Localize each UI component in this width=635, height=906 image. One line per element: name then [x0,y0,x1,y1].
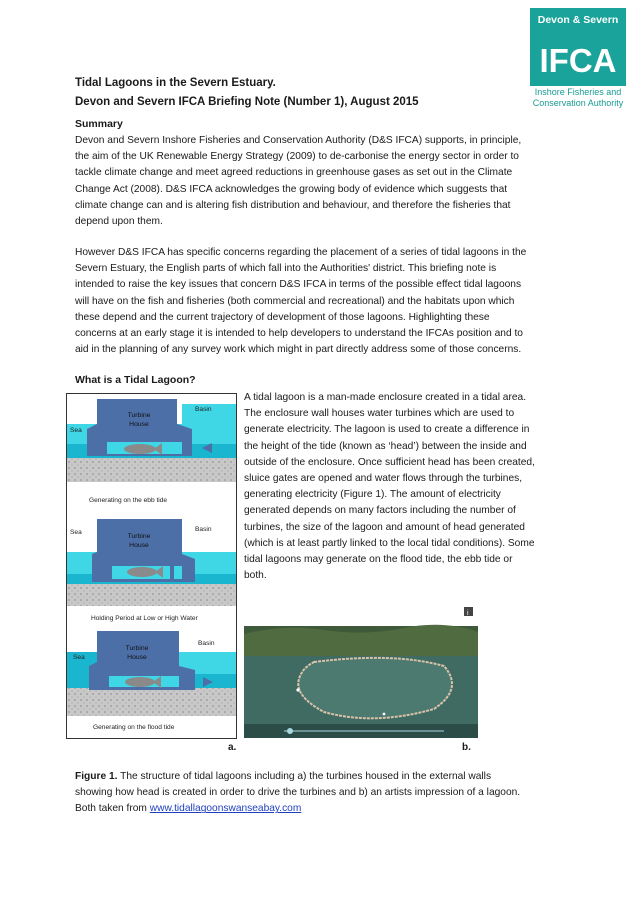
text-line: tackle climate change and meet agreed reductions in greenhouse gases as set out in the Climate [75,167,513,179]
turbine-label: Turbine [125,645,149,652]
text-line: aid in the planning of any survey work which might in part directly address some of those concerns. [75,344,522,356]
figure-caption [75,769,575,818]
document-subtitle: Devon and Severn IFCA Briefing Note (Number 1), August 2015 [75,96,419,108]
svg-text:i: i [467,610,469,617]
caption-line: showing how head is created in order to drive the turbines and b) an artists impression of a lagoon. [75,787,521,799]
logo-top-banner: Devon & Severn [530,8,626,32]
figure-b-artist-impression [244,604,478,738]
basin-label: Basin [195,406,212,413]
diagram-panel-ebb [67,394,236,506]
house-label: House [129,421,149,428]
turbine-label: Turbine [127,412,151,419]
turbine-label: Turbine [127,533,151,540]
lagoon-paragraph [244,390,564,584]
text-line: the height of the tide (known as ‘head’) between the inside and [244,440,527,452]
text-line: Change Act (2008). D&S IFCA acknowledges the growing body of evidence which suggests that [75,183,508,195]
text-line: concerns at an early stage it is intended to help developers to understand the IFCAs position and to [75,328,523,340]
house-label: House [129,542,149,549]
concerns-paragraph [75,245,555,358]
summary-heading: Summary [75,118,123,130]
text-line: climate change can and is altering fish distribution and behaviour, and therefore the fisheries that [75,199,511,211]
text-line: tidal lagoons may generate on the flood tide, the ebb tide or [244,554,513,566]
panel-caption: Generating on the flood tide [93,724,175,731]
text-line: will have on the fish and fisheries (both commercial and recreational) and the habitats upon which [75,295,515,307]
logo-subtitle-line2: Conservation Authority [532,98,624,108]
figure-b-letter: b. [462,742,471,753]
logo-subtitle-line1: Inshore Fisheries and [534,87,622,97]
caption-prefix: Both taken from [75,803,150,815]
sea-label: Sea [70,529,82,536]
diagram-panel-holding [67,514,236,626]
text-line: outside of the enclosure. Once sufficient head has been created, [244,456,535,468]
basin-label: Basin [198,640,215,647]
text-line: generating electricity (Figure 1). The amount of electricity [244,489,501,501]
caption-text: The structure of tidal lagoons including a) the turbines housed in the external walls [117,771,492,782]
text-line: the aim of the UK Renewable Energy Strategy (2009) to de-carbonise the energy sector in order to [75,151,519,163]
text-line: The enclosure wall houses water turbines which are used to [244,408,515,420]
text-line: Devon and Severn Inshore Fisheries and Conservation Authority (D&S IFCA) supports, in principle, [75,135,522,146]
text-line: generate electricity. The lagoon is used to create a difference in [244,424,530,436]
text-line: sluice gates are opened and water flows through the turbines, [244,473,523,485]
lagoon-render-graphic [244,604,478,738]
caption-label: Figure 1. [75,771,118,782]
text-line: A tidal lagoon is a man-made enclosure created in a tidal area. [244,392,527,403]
figure-a-diagram [66,393,237,739]
house-label: House [127,654,147,661]
diagram-panel-flood [67,626,236,738]
source-link[interactable]: www.tidallagoonswanseabay.com [149,803,302,815]
text-line: generated depends on many factors including the number of [244,505,516,517]
document-title: Tidal Lagoons in the Severn Estuary. [75,77,276,89]
text-line: Severn Estuary, the English parts of which fall into the Authorities' district. This briefing note is [75,263,497,275]
caption-line [75,769,575,785]
logo-ifca-text: IFCA [530,32,626,86]
caption-line [75,801,575,817]
basin-label: Basin [195,526,212,533]
text-line: both. [244,570,267,582]
text-line: depend upon them. [75,216,163,228]
text-line: intended to raise the key issues that concern D&S IFCA in terms of the possible effect tidal lagoons [75,279,522,291]
text-line: turbines, the size of the lagoon and amount of head generated [244,521,525,533]
summary-paragraph [75,133,555,230]
text-line: these depend and the current trajectory of development of those lagoons. Highlighting these [75,311,490,323]
text-line: (which is at least partly linked to the local tidal conditions). Some [244,537,535,549]
lagoon-heading: What is a Tidal Lagoon? [75,374,196,386]
sea-label: Sea [73,654,85,661]
panel-caption: Holding Period at Low or High Water [91,615,198,622]
text-line: However D&S IFCA has specific concerns regarding the placement of a series of tidal lagoons in the [75,247,527,258]
panel-caption: Generating on the ebb tide [89,497,168,504]
figure-a-letter: a. [228,742,237,753]
sea-label: Sea [70,427,82,434]
